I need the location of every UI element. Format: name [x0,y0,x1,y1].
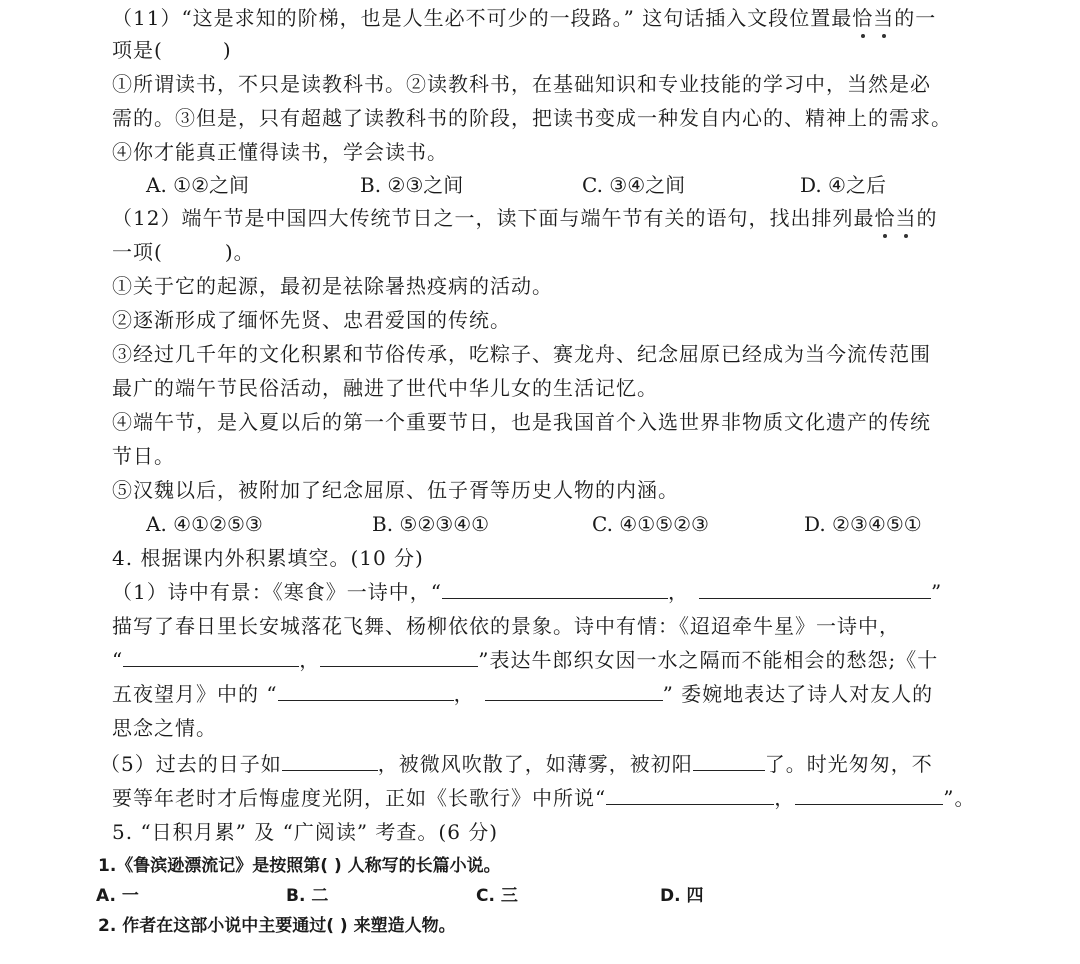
q12-option-a[interactable]: A. ④①②⑤③ [146,512,263,536]
fill-blank[interactable] [278,682,454,701]
q12-stem-line2: 一项( )。 [112,240,255,264]
fill-blank[interactable] [485,682,663,701]
q5-sub2: 2. 作者在这部小说中主要通过( ) 来塑造人物。 [98,916,456,936]
q5-option-a[interactable]: A. 一 [96,886,139,906]
q11-option-c[interactable]: C. ③④之间 [582,173,686,197]
q12-sentence-1: ①关于它的起源，最初是祛除暑热疫病的活动。 [112,274,553,298]
q12-option-c[interactable]: C. ④①⑤②③ [592,512,709,536]
emphasis-dot-char: 当 [895,206,917,230]
q11-stem-line1: （11）“这是求知的阶梯，也是人生必不可少的一段路。” 这句话插入文段位置最恰当的一 [112,6,937,30]
q12-sentence-3-line1: ③经过几千年的文化积累和节俗传承，吃粽子、赛龙舟、纪念屈原已经成为当今流传范围 [112,342,931,366]
fill-blank[interactable] [693,752,765,771]
q12-option-b[interactable]: B. ⑤②③④① [372,512,490,536]
q12-stem-line1: （12）端午节是中国四大传统节日之一，读下面与端午节有关的语句，找出排列最恰当的 [112,206,938,230]
fill-blank[interactable] [795,786,943,805]
q11-paragraph-line2: 需的。③但是，只有超越了读教科书的阶段，把读书变成一种发自内心的、精神上的需求。 [112,106,952,130]
q4-line2: 描写了春日里长安城落花飞舞、杨柳依依的景象。诗中有情：《迢迢牵牛星》一诗中， [112,614,900,638]
q4-line1: （1）诗中有景：《寒食》一诗中，“ ， ” [112,580,943,604]
q12-sentence-2: ②逐渐形成了缅怀先贤、忠君爱国的传统。 [112,308,511,332]
q11-option-a[interactable]: A. ①②之间 [146,173,250,197]
q11-stem-line2: 项是( ) [112,38,232,62]
q11-paragraph-line3: ④你才能真正懂得读书，学会读书。 [112,140,448,164]
q4-line3: “ ， ”表达牛郎织女因一水之隔而不能相会的愁怨;《十 [112,648,939,672]
fill-blank[interactable] [282,752,378,771]
emphasis-dot-char: 恰 [852,6,874,30]
q5-option-b[interactable]: B. 二 [286,886,329,906]
q12-sentence-4-line2: 节日。 [112,444,175,468]
emphasis-dot-char: 恰 [874,206,896,230]
fill-blank[interactable] [442,580,668,599]
q11-paragraph-line1: ①所谓读书，不只是读教科书。②读教科书，在基础知识和专业技能的学习中，当然是必 [112,72,931,96]
q4-line4: 五夜望月》中的 “ ， ” 委婉地表达了诗人对友人的 [112,682,934,706]
q5-option-d[interactable]: D. 四 [660,886,704,906]
fill-blank[interactable] [699,580,931,599]
q4-line6: （5）过去的日子如 ，被微风吹散了，如薄雾，被初阳 了。时光匆匆，不 [100,752,933,776]
q5-sub1: 1.《鲁滨逊漂流记》是按照第( ) 人称写的长篇小说。 [98,856,501,876]
q12-sentence-4-line1: ④端午节，是入夏以后的第一个重要节日，也是我国首个入选世界非物质文化遗产的传统 [112,410,931,434]
q5-option-c[interactable]: C. 三 [476,886,518,906]
q4-title: 4. 根据课内外积累填空。(10 分) [112,546,424,570]
fill-blank[interactable] [320,648,478,667]
fill-blank[interactable] [606,786,774,805]
q12-sentence-5: ⑤汉魏以后，被附加了纪念屈原、伍子胥等历史人物的内涵。 [112,478,679,502]
emphasis-dot-char: 当 [873,6,895,30]
fill-blank[interactable] [123,648,299,667]
q4-line5: 思念之情。 [112,716,217,740]
q4-line7: 要等年老时才后悔虚度光阴，正如《长歌行》中所说“ ， ”。 [112,786,976,810]
q12-option-d[interactable]: D. ②③④⑤① [804,512,922,536]
q11-option-d[interactable]: D. ④之后 [800,173,886,197]
q5-title: 5. “日积月累” 及 “广阅读” 考查。(6 分) [112,820,499,844]
q11-option-b[interactable]: B. ②③之间 [360,173,464,197]
q12-sentence-3-line2: 最广的端午节民俗活动，融进了世代中华儿女的生活记忆。 [112,376,658,400]
